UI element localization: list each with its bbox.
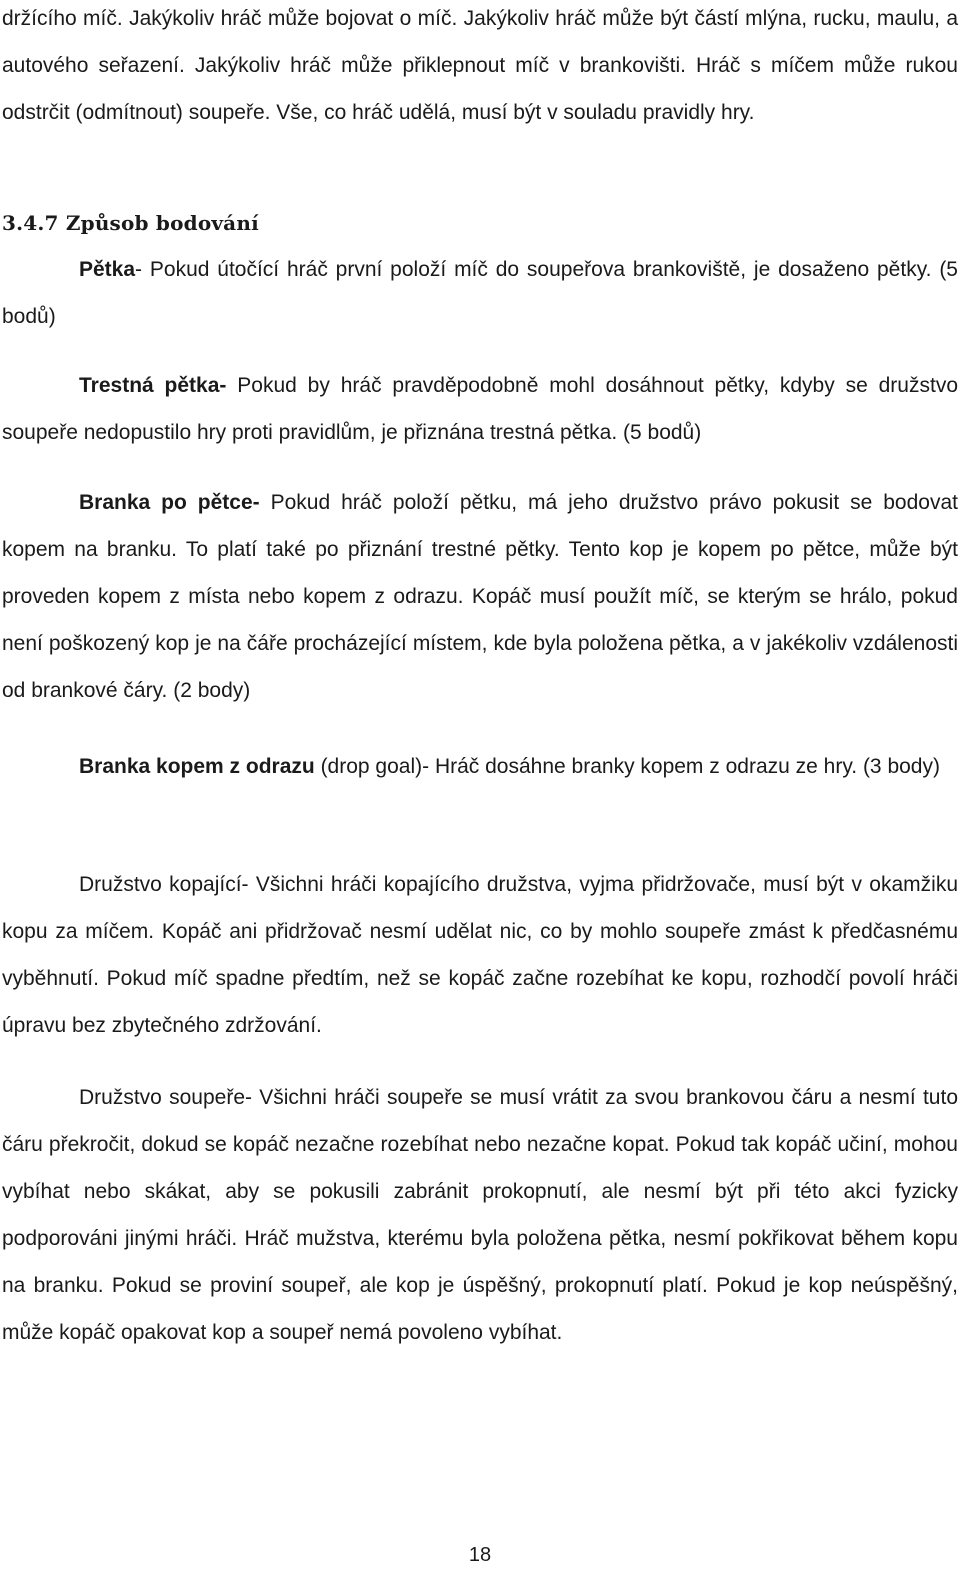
branka-po-petce-term: Branka po pětce- (79, 491, 260, 514)
branka-po-petce-paragraph (2, 479, 958, 714)
branka-kopem-text: (drop goal)- Hráč dosáhne branky kopem z odrazu ze hry. (3 body) (314, 755, 940, 778)
trestna-petka-text: Pokud by hráč pravděpodobně mohl dosáhnout pětky, kdyby se družstvo soupeře nedopustilo hry proti pravidlům, je přiznána trestná pětka. (5 bodů) (2, 374, 958, 444)
branka-kopem-paragraph (2, 743, 958, 790)
druzstvo-kopajici-text: Družstvo kopající- Všichni hráči kopajícího družstva, vyjma přidržovače, musí být v okamžiku kopu za míčem. Kopáč ani přidržovač nesmí udělat nic, co by mohlo soupeře zmást k předčasnému vyběhnutí. Pokud míč spadne předtím, než se kopáč začne rozebíhat ke kopu, rozhodčí povolí hráči úpravu bez zbytečného zdržování. (2, 873, 958, 1037)
petka-paragraph (2, 246, 958, 340)
petka-term: Pětka (79, 258, 136, 281)
trestna-petka-paragraph (2, 362, 958, 456)
branka-po-petce-text: Pokud hráč položí pětku, má jeho družstvo právo pokusit se bodovat kopem na branku. To platí také po přiznání trestné pětky. Tento kop je kopem po pětce, může být proveden kopem z místa nebo kopem z odrazu. Kopáč musí použít míč, se kterým se hrálo, pokud není poškozený kop je na čáře procházející místem, kde byla položena pětka, a v jakékoliv vzdálenosti od brankové čáry. (2 body) (2, 491, 958, 702)
petka-text: - Pokud útočící hráč první položí míč do soupeřova brankoviště, je dosaženo pětky. (5 bodů) (2, 258, 958, 328)
intro-text: držícího míč. Jakýkoliv hráč může bojovat o míč. Jakýkoliv hráč může být částí mlýna, rucku, maulu, a autového seřazení. Jakýkoliv hráč může přiklepnout míč v brankovišti. Hráč s míčem může rukou odstrčit (odmítnout) soupeře. Vše, co hráč udělá, musí být v souladu pravidly hry. (2, 7, 958, 124)
section-heading: 3.4.7 Způsob bodování (2, 211, 259, 235)
intro-paragraph (2, 0, 958, 136)
page-number: 18 (468, 1544, 492, 1566)
druzstvo-kopajici-paragraph (2, 861, 958, 1049)
druzstvo-soupere-paragraph (2, 1074, 958, 1356)
trestna-petka-term: Trestná pětka- (79, 374, 227, 397)
druzstvo-soupere-text: Družstvo soupeře- Všichni hráči soupeře se musí vrátit za svou brankovou čáru a nesmí tuto čáru překročit, dokud se kopáč nezačne rozebíhat nebo nezačne kopat. Pokud tak kopáč učiní, mohou vybíhat nebo skákat, aby se pokusili zabránit prokopnutí, ale nesmí být při této akci fyzicky podporováni jinými hráči. Hráč mužstva, kterému byla položena pětka, nesmí pokřikovat během kopu na branku. Pokud se proviní soupeř, ale kop je úspěšný, prokopnutí platí. Pokud je kop neúspěšný, může kopáč opakovat kop a soupeř nemá povoleno vybíhat. (2, 1086, 958, 1344)
branka-kopem-term: Branka kopem z odrazu (79, 755, 315, 778)
